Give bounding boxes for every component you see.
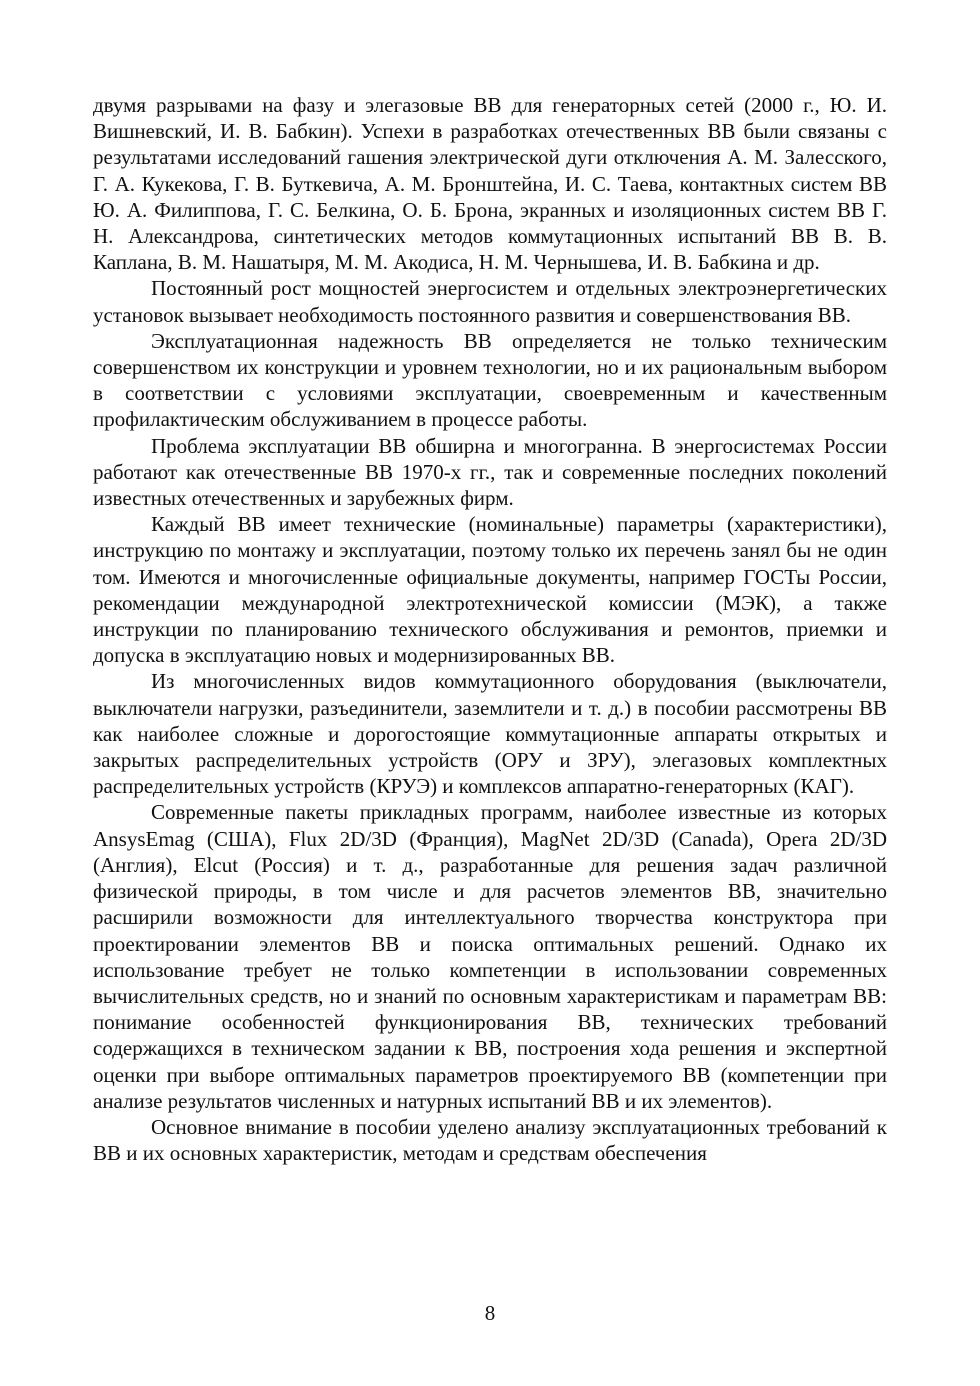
paragraph-continuation: двумя разрывами на фазу и элегазовые ВВ для генераторных сетей (2000 г., Ю. И. Вишневский, И. В. Бабкин). Успехи в разработках отечественных ВВ были связаны с результатами исследований гашения электрической дуги отключения А. М. Залесского, Г. А. Кукекова, Г. В. Буткевича, А. М. Бронштейна, И. С. Таева, контактных систем ВВ Ю. А. Филиппова, Г. С. Белкина, О. Б. Брона, экранных и изоляционных систем ВВ Г. Н. Александрова, синтетических методов коммутационных испытаний ВВ В. В. Каплана, В. М. Нашатыря, М. М. Акодиса, Н. М. Чернышева, И. В. Бабкина и др. — [93, 93, 887, 275]
paragraph: Проблема эксплуатации ВВ обширна и многогранна. В энергосистемах России работают как отечественные ВВ 1970-х гг., так и современные последних поколений известных отечественных и зарубежных фирм. — [93, 433, 887, 511]
paragraph: Современные пакеты прикладных программ, наиболее известные из которых AnsysEmag (США), Flux 2D/3D (Франция), MagNet 2D/3D (Canada), Opera 2D/3D (Англия), Elcut (Россия) и т. д., разработанные для решения задач различной физической природы, в том числе и для расчетов элементов ВВ, значительно расширили возможности для интеллектуального творчества конструктора при проектировании элементов ВВ и поиска оптимальных решений. Однако их использование требует не только компетенции в использовании современных вычислительных средств, но и знаний по основным характеристикам и параметрам ВВ: понимание особенностей функционирования ВВ, технических требований содержащихся в техническом задании к ВВ, построения хода решения и экспертной оценки при выборе оптимальных параметров проектируемого ВВ (компетенции при анализе результатов численных и натурных испытаний ВВ и их элементов). — [93, 800, 887, 1113]
document-body — [93, 92, 887, 1166]
page-number: 8 — [484, 1301, 496, 1325]
paragraph: Основное внимание в пособии уделено анализу эксплуатационных требований к ВВ и их основных характеристик, методам и средствам обеспечения — [93, 1114, 887, 1166]
paragraph: Эксплуатационная надежность ВВ определяется не только техническим совершенством их конструкции и уровнем технологии, но и их рациональным выбором в соответствии с условиями эксплуатации, своевременным и качественным профилактическим обслуживанием в процессе работы. — [93, 328, 887, 432]
paragraph: Каждый ВВ имеет технические (номинальные) параметры (характеристики), инструкцию по монтажу и эксплуатации, поэтому только их перечень занял бы не один том. Имеются и многочисленные официальные документы, например ГОСТы России, рекомендации международной электротехнической комиссии (МЭК), а также инструкции по планированию технического обслуживания и ремонтов, приемки и допуска в эксплуатацию новых и модернизированных ВВ. — [93, 512, 887, 668]
paragraph: Постоянный рост мощностей энергосистем и отдельных электроэнергетических установок вызывает необходимость постоянного развития и совершенствования ВВ. — [93, 276, 887, 327]
paragraph: Из многочисленных видов коммутационного оборудования (выключатели, выключатели нагрузки, разъединители, заземлители и т. д.) в пособии рассмотрены ВВ как наиболее сложные и дорогостоящие коммутационные аппараты открытых и закрытых распределительных устройств (ОРУ и ЗРУ), элегазовых комплектных распределительных устройств (КРУЭ) и комплексов аппаратно-генераторных (КАГ). — [93, 669, 887, 799]
